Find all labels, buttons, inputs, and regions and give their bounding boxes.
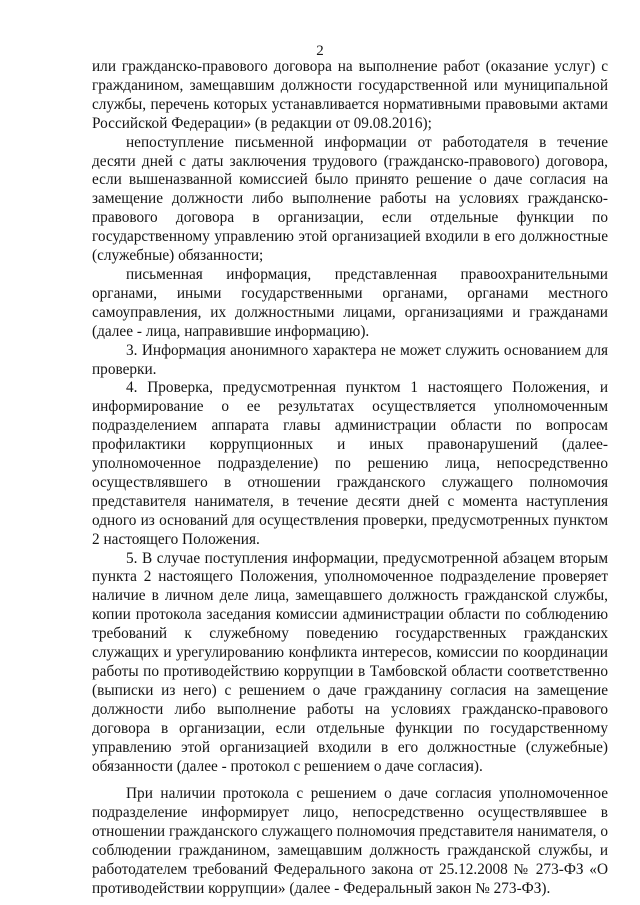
paragraph-item-5: 5. В случае поступления информации, предусмотренной абзацем вторым пункта 2 настоящего Положения, уполномоченное подразделение проверяет наличие в личном деле лица, замещавшего должность гражданской службы, копии протокола заседания комиссии администрации области по соблюдению требований к служебному поведению государственных гражданских служащих и урегулированию конфликта интересов, комиссии по координации работы по противодействию коррупции в Тамбовской области соответственно (выписки из него) с решением о даче гражданину согласия на замещение должности либо выполнение работы на условиях гражданско-правового договора в организации, если отдельные функции по государственному управлению этой организацией входили в его должностные (служебные) обязанности (далее - протокол с решением о даче согласия). (92, 549, 608, 775)
paragraph-protocol-present: При наличии протокола с решением о даче согласия уполномоченное подразделение информирует лицо, непосредственно осуществлявшее в отношении гражданского служащего полномочия представителя нанимателя, о соблюдении гражданином, замещавшим должность гражданской службы, и работодателем требований Федерального закона от 25.12.2008 № 273-ФЗ «О противодействии коррупции» (далее - Федеральный закон № 273-ФЗ). (92, 785, 608, 897)
paragraph-item-3: 3. Информация анонимного характера не может служить основанием для проверки. (92, 341, 608, 378)
document-body (92, 58, 608, 899)
paragraph-item-4: 4. Проверка, предусмотренная пунктом 1 настоящего Положения, и информирование о ее результатах осуществляется уполномоченным подразделением аппарата главы администрации области по вопросам профилактики коррупционных и иных правонарушений (далее-уполномоченное подразделение) по решению лица, непосредственно осуществлявшего в отношении гражданского служащего полномочия представителя нанимателя, в течение десяти дней с момента наступления одного из оснований для осуществления проверки, предусмотренных пунктом 2 настоящего Положения. (92, 379, 608, 548)
paragraph-written-info: письменная информация, представленная правоохранительными органами, иными государственными органами, органами местного самоуправления, их должностными лицами, организациями и гражданами (далее - лица, направившие информацию). (92, 265, 608, 340)
paragraph-continuation: или гражданско-правового договора на выполнение работ (оказание услуг) с гражданином, замещавшим должности государственной или муниципальной службы, перечень которых устанавливается нормативными правовыми актами Российской Федерации» (в редакции от 09.08.2016); (92, 58, 608, 132)
page-number: 2 (316, 43, 324, 59)
paragraph-no-written-info: непоступление письменной информации от работодателя в течение десяти дней с даты заключения трудового (гражданско-правового) договора, если вышеназванной комиссией было принято решение о даче согласия на замещение должности либо выполнение работы на условиях гражданско-правового договора в организации, если отдельные функции по государственному управлению этой организацией входили в его должностные (служебные) обязанности; (92, 133, 608, 265)
